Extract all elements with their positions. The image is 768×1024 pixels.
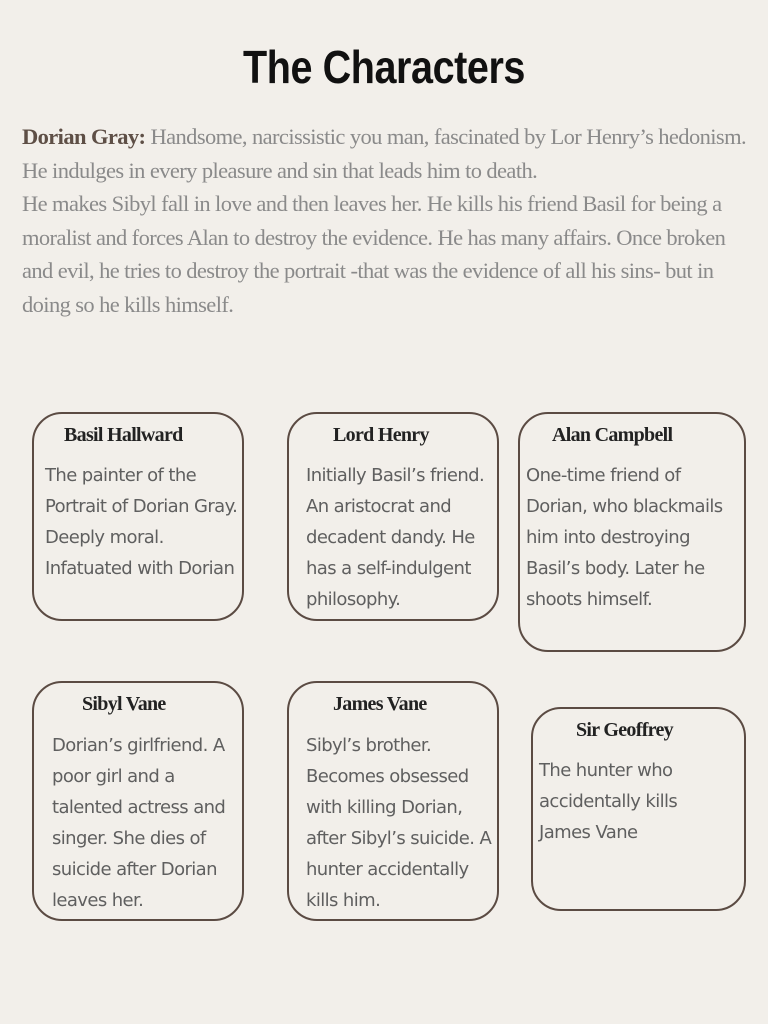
character-description: The painter of the Portrait of Dorian Gray. Deeply moral. Infatuated with Dorian xyxy=(45,465,238,579)
character-description: The hunter who accidentally kills James Vane xyxy=(539,760,678,843)
character-description: One-time friend of Dorian, who blackmails him into destroying Basil’s body. Later he shoots himself. xyxy=(526,465,723,610)
character-description: Dorian’s girlfriend. A poor girl and a talented actress and singer. She dies of suicide after Dorian leaves her. xyxy=(52,735,226,911)
intro-summary-paragraph xyxy=(22,120,746,187)
character-name: Sibyl Vane xyxy=(82,693,166,715)
page-title: The Characters xyxy=(242,41,525,93)
intro-details: He makes Sibyl fall in love and then leaves her. He kills his friend Basil for being a moralist and forces Alan to destroy the evidence. He has many affairs. Once broken and evil, he tries to destroy the portrait -that was the evidence of all his sins- but in doing so he kills himself. xyxy=(22,191,726,317)
character-description: Sibyl’s brother. Becomes obsessed with killing Dorian, after Sibyl’s suicide. A hunter accidentally kills him. xyxy=(306,735,492,911)
character-name: Lord Henry xyxy=(333,424,429,446)
character-name: Sir Geoffrey xyxy=(576,719,673,741)
character-description: Initially Basil’s friend. An aristocrat and decadent dandy. He has a self-indulgent philosophy. xyxy=(306,465,485,610)
dorian-gray-intro xyxy=(22,120,746,321)
character-name: James Vane xyxy=(333,693,427,715)
character-name: Basil Hallward xyxy=(64,424,183,446)
character-name: Alan Campbell xyxy=(552,424,673,446)
intro-summary: Handsome, narcissistic you man, fascinated by Lor Henry’s hedonism. He indulges in every pleasure and sin that leads him to death. xyxy=(22,124,746,183)
intro-character-name: Dorian Gray: xyxy=(22,124,146,149)
